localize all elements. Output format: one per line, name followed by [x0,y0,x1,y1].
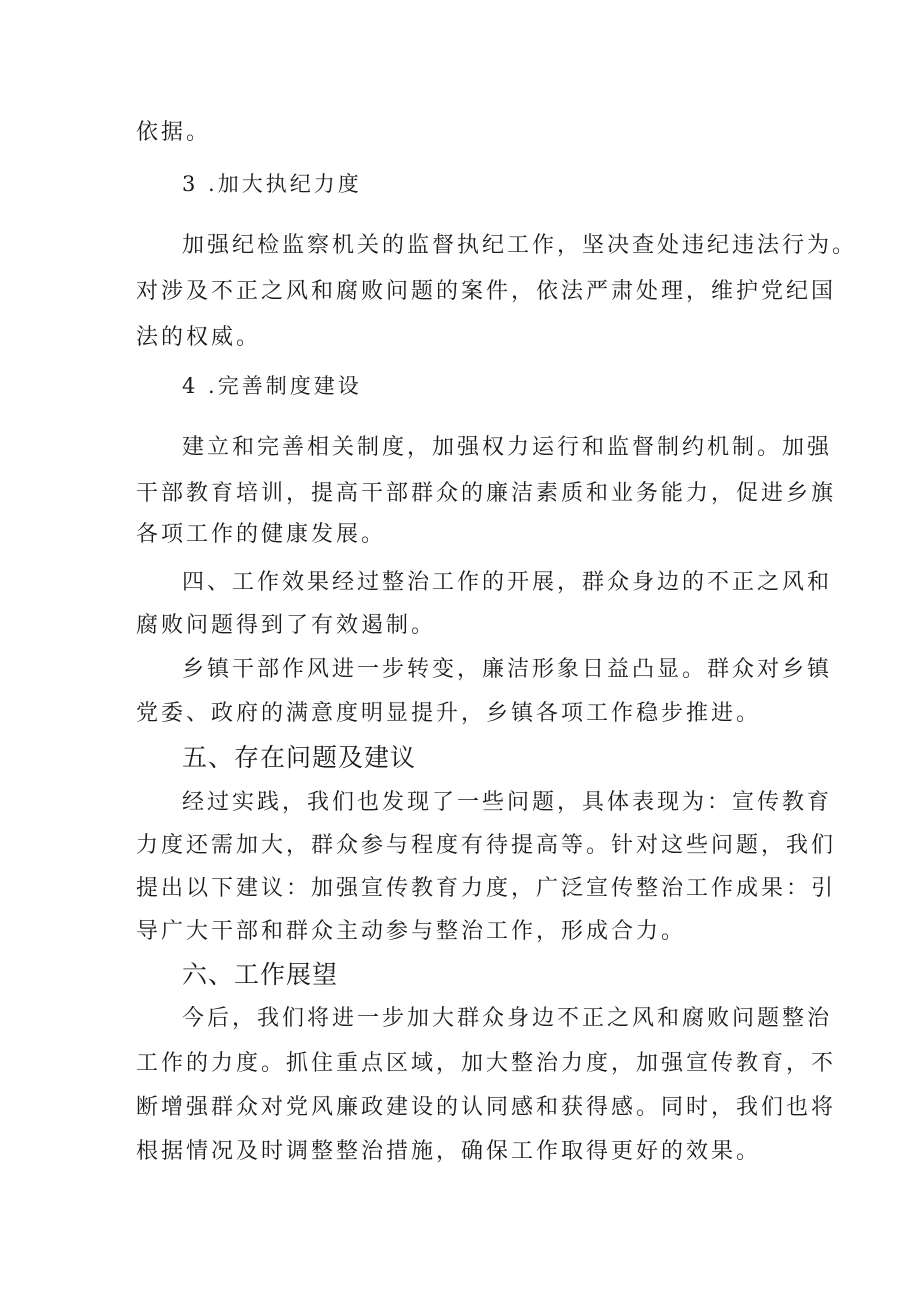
paragraph-line: 各项工作的健康发展。 [136,522,387,547]
section-heading-5: 五、存在问题及建议 [182,743,417,772]
subheading-4: 4 .完善制度建设 [182,374,362,398]
paragraph-line: 导广大干部和群众主动参与整治工作，形成合力。 [136,919,687,944]
paragraph-line: 腐败问题得到了有效遏制。 [136,613,437,638]
paragraph-line: 力度还需加大，群众参与程度有待提高等。针对这些问题，我们 [136,833,837,858]
section-heading-6: 六、工作展望 [182,960,339,989]
paragraph-line: 加强纪检监察机关的监督执纪工作，坚决查处违纪违法行为。 [182,233,858,258]
paragraph-line: 乡镇干部作风进一步转变，廉洁形象日益凸显。群众对乡镇 [182,657,833,682]
paragraph-line: 法的权威。 [136,325,262,350]
paragraph-line: 四、工作效果经过整治工作的开展，群众身边的不正之风和 [182,570,833,595]
paragraph-line: 根据情况及时调整整治措施，确保工作取得更好的效果。 [136,1139,762,1164]
paragraph-line: 党委、政府的满意度明显提升，乡镇各项工作稳步推进。 [136,701,762,726]
paragraph-line: 依据。 [136,120,212,145]
paragraph-line: 提出以下建议：加强宣传教育力度，广泛宣传整治工作成果：引 [136,876,837,901]
paragraph-line: 经过实践，我们也发现了一些问题，具体表现为：宣传教育 [182,790,833,815]
paragraph-line: 今后，我们将进一步加大群众身边不正之风和腐败问题整治 [182,1006,833,1031]
paragraph-line: 对涉及不正之风和腐败问题的案件，依法严肃处理，维护党纪国 [136,279,837,304]
paragraph-line: 断增强群众对党风廉政建设的认同感和获得感。同时，我们也将 [136,1095,837,1120]
subheading-3: 3 .加大执纪力度 [182,172,362,196]
paragraph-line: 干部教育培训，提高干部群众的廉洁素质和业务能力，促进乡旗 [136,481,837,506]
paragraph-line: 建立和完善相关制度，加强权力运行和监督制约机制。加强 [182,435,833,460]
paragraph-line: 工作的力度。抓住重点区域，加大整治力度，加强宣传教育，不 [136,1051,837,1076]
